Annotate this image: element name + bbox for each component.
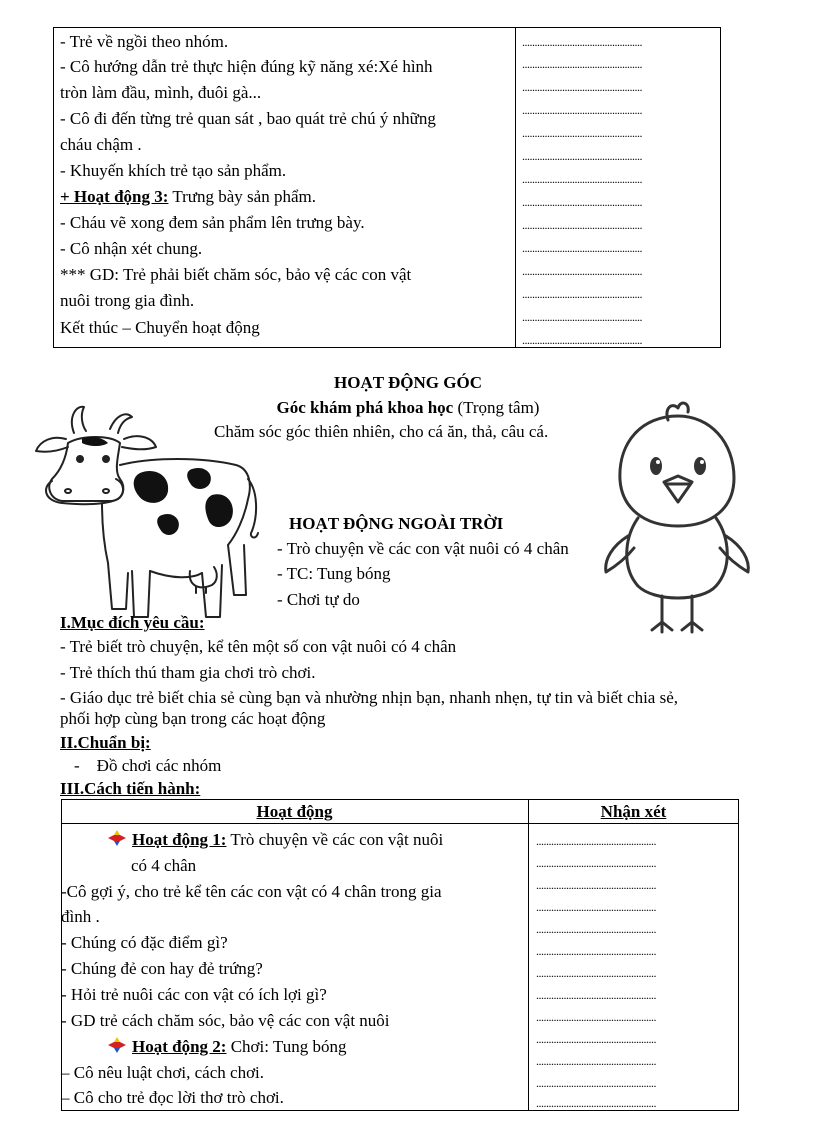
procedure-col-divider bbox=[528, 799, 529, 1111]
comment-dots-2: ................................................ bbox=[536, 857, 656, 869]
column-header-comment: Nhận xét bbox=[600, 802, 667, 821]
preparation-item-1: - Đồ chơi các nhóm bbox=[74, 756, 222, 775]
outdoor-item-1: - Trò chuyện về các con vật nuôi có 4 chân bbox=[277, 539, 569, 558]
top-comment-dots-7: ................................................ bbox=[522, 173, 642, 185]
top-comment-dots-10: ................................................ bbox=[522, 242, 642, 254]
purpose-item-3: - Giáo dục trẻ biết chia sẻ cùng bạn và nhường nhịn bạn, nhanh nhẹn, tự tin và biết chia sẻ, bbox=[60, 688, 678, 707]
top-comment-dots-1: ................................................ bbox=[522, 36, 642, 48]
activity-2-heading bbox=[108, 1035, 346, 1059]
procedure-line-6: - GD trẻ cách chăm sóc, bảo vệ các con vật nuôi bbox=[61, 1011, 390, 1030]
comment-dots-13: ................................................ bbox=[536, 1097, 656, 1109]
top-comment-dots-5: ................................................ bbox=[522, 127, 642, 139]
activity-2-label: Hoạt động 2: bbox=[132, 1037, 227, 1056]
top-line-5: cháu chậm . bbox=[60, 135, 142, 154]
corner-subtitle-rest: (Trọng tâm) bbox=[453, 398, 540, 417]
activity-1-title: Trò chuyện về các con vật nuôi bbox=[226, 830, 444, 849]
activity-1-label: Hoạt động 1: bbox=[132, 830, 227, 849]
activity-3-label: + Hoạt động 3: bbox=[60, 187, 169, 206]
purpose-heading: I.Mục đích yêu cầu: bbox=[60, 613, 205, 632]
top-line-11: nuôi trong gia đình. bbox=[60, 291, 195, 310]
comment-dots-6: ................................................ bbox=[536, 945, 656, 957]
comment-dots-5: ................................................ bbox=[536, 923, 656, 935]
procedure-line-3: - Chúng có đặc điểm gì? bbox=[61, 933, 228, 952]
top-comment-dots-4: ................................................ bbox=[522, 104, 642, 116]
comment-dots-7: ................................................ bbox=[536, 967, 656, 979]
activity-3-text: Trưng bày sản phẩm. bbox=[168, 187, 316, 206]
outdoor-item-3: - Chơi tự do bbox=[277, 590, 360, 609]
procedure-heading: III.Cách tiến hành: bbox=[60, 779, 201, 798]
top-line-9: - Cô nhận xét chung. bbox=[60, 239, 203, 258]
comment-dots-12: ................................................ bbox=[536, 1077, 656, 1089]
procedure-line-7: – Cô nêu luật chơi, cách chơi. bbox=[61, 1063, 265, 1082]
top-comment-dots-3: ................................................ bbox=[522, 81, 642, 93]
top-line-3: tròn làm đầu, mình, đuôi gà... bbox=[60, 83, 262, 102]
procedure-line-1: -Cô gợi ý, cho trẻ kể tên các con vật có 4 chân trong gia bbox=[61, 882, 442, 901]
top-line-12: Kết thúc – Chuyển hoạt động bbox=[60, 318, 260, 337]
procedure-line-5: - Hỏi trẻ nuôi các con vật có ích lợi gì? bbox=[61, 985, 327, 1004]
top-table-divider bbox=[515, 27, 516, 348]
corner-activity-description: Chăm sóc góc thiên nhiên, cho cá ăn, thả, câu cá. bbox=[214, 422, 549, 441]
purpose-item-4: phối hợp cùng bạn trong các hoạt động bbox=[60, 709, 326, 728]
top-line-4: - Cô đi đến từng trẻ quan sát , bao quát trẻ chú ý những bbox=[60, 109, 436, 128]
top-comment-dots-2: ................................................ bbox=[522, 58, 642, 70]
top-comment-dots-12: ................................................ bbox=[522, 288, 642, 300]
top-comment-dots-9: ................................................ bbox=[522, 219, 642, 231]
four-arrow-bullet-icon bbox=[108, 1037, 126, 1053]
comment-dots-10: ................................................ bbox=[536, 1033, 656, 1045]
corner-activity-subtitle bbox=[0, 396, 816, 420]
comment-dots-4: ................................................ bbox=[536, 901, 656, 913]
chick-illustration bbox=[598, 398, 756, 638]
activity-1-title-cont: có 4 chân bbox=[131, 856, 197, 875]
four-arrow-bullet-icon bbox=[108, 830, 126, 846]
procedure-line-4: - Chúng đẻ con hay đẻ trứng? bbox=[61, 959, 263, 978]
top-comment-dots-11: ................................................ bbox=[522, 265, 642, 277]
activity-1-heading bbox=[108, 828, 443, 852]
procedure-header-divider bbox=[61, 823, 739, 824]
top-line-6: - Khuyến khích trẻ tạo sản phẩm. bbox=[60, 161, 287, 180]
comment-dots-1: ................................................ bbox=[536, 835, 656, 847]
top-line-8: - Cháu vẽ xong đem sản phẩm lên trưng bày. bbox=[60, 213, 365, 232]
top-comment-dots-13: ................................................ bbox=[522, 311, 642, 323]
column-header-activity: Hoạt động bbox=[256, 802, 333, 821]
corner-subtitle-bold: Góc khám phá khoa học bbox=[276, 398, 454, 417]
top-comment-dots-14: ................................................ bbox=[522, 334, 642, 346]
top-comment-dots-6: ................................................ bbox=[522, 150, 642, 162]
top-line-2: - Cô hướng dẫn trẻ thực hiện đúng kỹ năng xé:Xé hình bbox=[60, 57, 433, 76]
preparation-heading: II.Chuẩn bị: bbox=[60, 733, 151, 752]
outdoor-activity-title: HOẠT ĐỘNG NGOÀI TRỜI bbox=[289, 514, 504, 533]
comment-dots-9: ................................................ bbox=[536, 1011, 656, 1023]
procedure-line-8: – Cô cho trẻ đọc lời thơ trò chơi. bbox=[61, 1088, 284, 1107]
activity-2-title: Chơi: Tung bóng bbox=[226, 1037, 347, 1056]
top-line-10: *** GD: Trẻ phải biết chăm sóc, bảo vệ các con vật bbox=[60, 265, 412, 284]
comment-dots-3: ................................................ bbox=[536, 879, 656, 891]
procedure-line-2: đình . bbox=[61, 907, 100, 926]
outdoor-item-2: - TC: Tung bóng bbox=[277, 564, 391, 583]
comment-dots-11: ................................................ bbox=[536, 1055, 656, 1067]
top-comment-dots-8: ................................................ bbox=[522, 196, 642, 208]
comment-dots-8: ................................................ bbox=[536, 989, 656, 1001]
purpose-item-1: - Trẻ biết trò chuyện, kể tên một số con vật nuôi có 4 chân bbox=[60, 637, 457, 656]
top-line-1: - Trẻ về ngồi theo nhóm. bbox=[60, 32, 229, 51]
corner-activity-title: HOẠT ĐỘNG GÓC bbox=[334, 373, 482, 392]
purpose-item-2: - Trẻ thích thú tham gia chơi trò chơi. bbox=[60, 663, 316, 682]
top-line-7 bbox=[60, 185, 316, 209]
